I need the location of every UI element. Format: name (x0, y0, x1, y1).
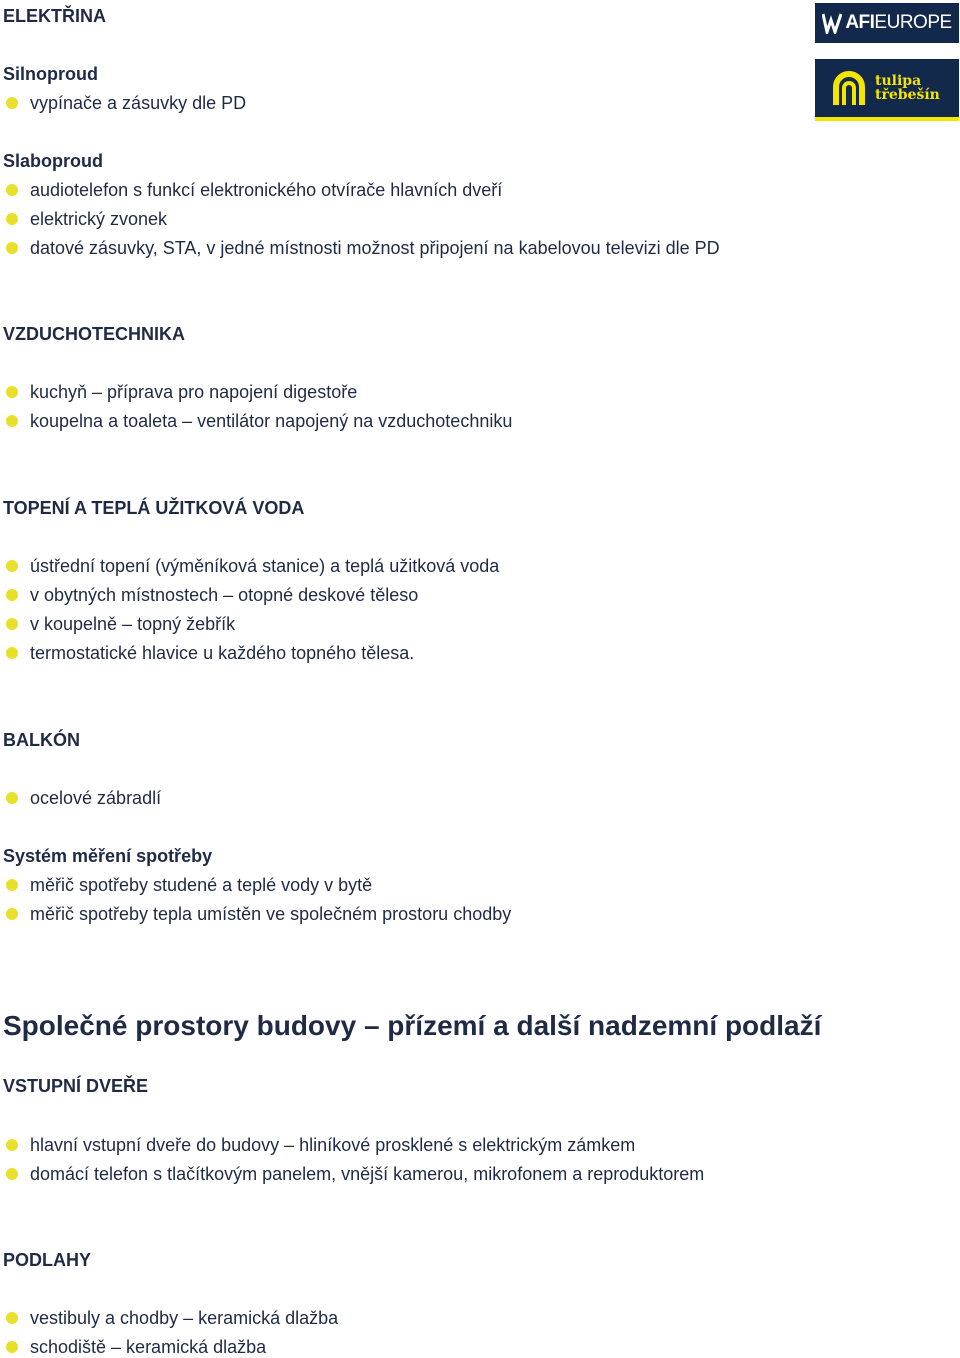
heading-podlahy: PODLAHY (3, 1250, 92, 1270)
list-item: vestibuly a chodby – keramická dlažba (3, 1307, 338, 1329)
heading-elektrina: ELEKTŘINA (3, 6, 106, 26)
list-item: ústřední topení (výměníková stanice) a teplá užitková voda (3, 555, 499, 577)
bullet-icon (6, 647, 18, 659)
bullet-icon (6, 386, 18, 398)
list-item: domácí telefon s tlačítkovým panelem, vnější kamerou, mikrofonem a reproduktorem (3, 1163, 704, 1185)
bullet-icon (6, 415, 18, 427)
list-item: měřič spotřeby tepla umístěn ve společném prostoru chodby (3, 903, 511, 925)
heading-vstupni-dvere: VSTUPNÍ DVEŘE (3, 1076, 149, 1096)
bullet-icon (6, 589, 18, 601)
logos (815, 3, 959, 121)
bullet-icon (6, 1341, 18, 1353)
list-item: schodiště – keramická dlažba (3, 1336, 266, 1358)
bullet-icon (6, 879, 18, 891)
bullet-icon (6, 184, 18, 196)
bullet-icon (6, 618, 18, 630)
bullet-icon (6, 1168, 18, 1180)
list-item: termostatické hlavice u každého topného tělesa. (3, 642, 414, 664)
heading-vzduchotechnika: VZDUCHOTECHNIKA (3, 324, 185, 344)
tulipa-logo-line1: tulipa (875, 73, 922, 89)
bullet-icon (6, 1312, 18, 1324)
list-item: vypínače a zásuvky dle PD (3, 92, 246, 114)
bullet-icon (6, 213, 18, 225)
heading-spolecne-prostory: Společné prostory budovy – přízemí a další nadzemní podlaží (3, 1010, 822, 1041)
heading-mereni: Systém měření spotřeby (3, 846, 213, 866)
bullet-icon (6, 1139, 18, 1151)
list-item: datové zásuvky, STA, v jedné místnosti možnost připojení na kabelovou televizi dle PD (3, 237, 720, 259)
tulipa-logo-mark-icon (831, 69, 867, 107)
tulipa-logo-line2: třebešín (875, 87, 940, 103)
bullet-icon (6, 792, 18, 804)
afi-logo-mark-icon (822, 12, 842, 34)
list-item: hlavní vstupní dveře do budovy – hliníkové prosklené s elektrickým zámkem (3, 1134, 635, 1156)
bullet-icon (6, 242, 18, 254)
bullet-icon (6, 97, 18, 109)
list-item: elektrický zvonek (3, 208, 167, 230)
heading-topeni: TOPENÍ A TEPLÁ UŽITKOVÁ VODA (3, 498, 305, 518)
heading-balkon: BALKÓN (3, 730, 80, 750)
afi-logo-bold: AFI (845, 12, 875, 33)
bullet-icon (6, 908, 18, 920)
afi-europe-logo (815, 3, 959, 43)
list-item: v obytných místnostech – otopné deskové těleso (3, 584, 418, 606)
list-item: v koupelně – topný žebřík (3, 613, 235, 635)
list-item: kuchyň – příprava pro napojení digestoře (3, 381, 357, 403)
heading-slaboproud: Slaboproud (3, 151, 103, 171)
heading-silnoproud: Silnoproud (3, 64, 98, 84)
list-item: ocelové zábradlí (3, 787, 161, 809)
afi-logo-rest: EUROPE (874, 12, 952, 33)
tulipa-trebesin-logo (815, 59, 959, 121)
list-item: audiotelefon s funkcí elektronického otvírače hlavních dveří (3, 179, 502, 201)
list-item: měřič spotřeby studené a teplé vody v bytě (3, 874, 372, 896)
bullet-icon (6, 560, 18, 572)
list-item: koupelna a toaleta – ventilátor napojený na vzduchotechniku (3, 410, 512, 432)
